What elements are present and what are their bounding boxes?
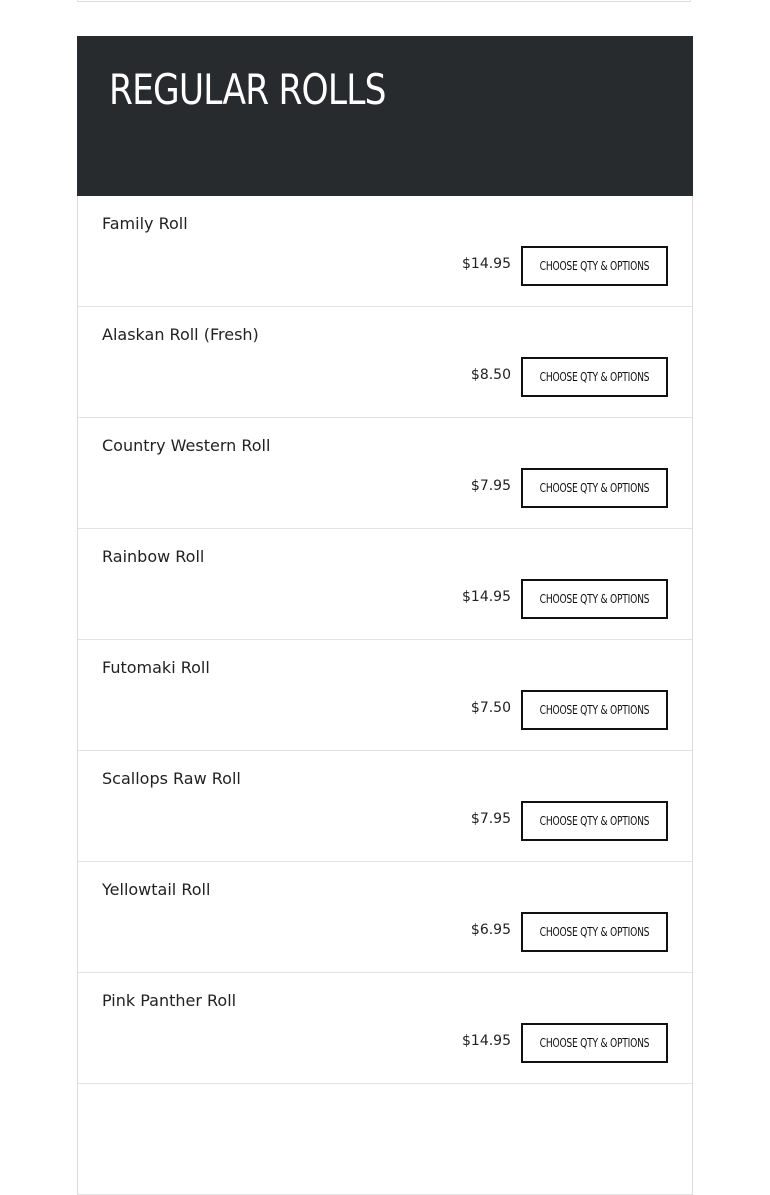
choose-qty-options-label: CHOOSE QTY & OPTIONS — [539, 925, 650, 939]
choose-qty-options-button[interactable] — [521, 801, 668, 841]
choose-qty-options-button[interactable] — [521, 357, 668, 397]
choose-qty-options-button[interactable] — [521, 468, 668, 508]
menu-item-price: $8.50 — [470, 367, 511, 383]
menu-item-name: Alaskan Roll (Fresh) — [102, 325, 259, 344]
choose-qty-options-label: CHOOSE QTY & OPTIONS — [539, 259, 650, 273]
section-header — [77, 36, 693, 196]
menu-item-price: $7.95 — [470, 811, 511, 827]
menu-item — [78, 640, 692, 751]
menu-item — [78, 196, 692, 307]
menu-item-name: Rainbow Roll — [102, 547, 205, 566]
choose-qty-options-label: CHOOSE QTY & OPTIONS — [539, 1036, 650, 1050]
choose-qty-options-button[interactable] — [521, 1023, 668, 1063]
menu-item-price: $14.95 — [462, 589, 511, 605]
choose-qty-options-label: CHOOSE QTY & OPTIONS — [539, 481, 650, 495]
menu-item — [78, 751, 692, 862]
menu-item-next-partial — [78, 1084, 692, 1195]
section-title: REGULAR ROLLS — [109, 65, 386, 114]
menu-item-price: $7.95 — [470, 478, 511, 494]
menu-item — [78, 862, 692, 973]
choose-qty-options-button[interactable] — [521, 912, 668, 952]
choose-qty-options-label: CHOOSE QTY & OPTIONS — [539, 814, 650, 828]
menu-item-list — [77, 196, 693, 1195]
menu-item-price: $14.95 — [462, 256, 511, 272]
choose-qty-options-button[interactable] — [521, 690, 668, 730]
menu-section-regular-rolls — [77, 36, 693, 1195]
choose-qty-options-label: CHOOSE QTY & OPTIONS — [539, 703, 650, 717]
menu-item — [78, 418, 692, 529]
menu-item-price: $6.95 — [470, 922, 511, 938]
menu-item-name: Pink Panther Roll — [102, 991, 237, 1010]
menu-item-name: Yellowtail Roll — [102, 880, 211, 899]
choose-qty-options-label: CHOOSE QTY & OPTIONS — [539, 592, 650, 606]
menu-item — [78, 529, 692, 640]
previous-section-card-edge — [77, 0, 691, 2]
choose-qty-options-button[interactable] — [521, 246, 668, 286]
menu-item-name: Country Western Roll — [102, 436, 271, 455]
choose-qty-options-label: CHOOSE QTY & OPTIONS — [539, 370, 650, 384]
menu-item — [78, 307, 692, 418]
menu-item-name: Scallops Raw Roll — [102, 769, 241, 788]
menu-item-price: $14.95 — [462, 1033, 511, 1049]
choose-qty-options-button[interactable] — [521, 579, 668, 619]
menu-item — [78, 973, 692, 1084]
menu-item-price: $7.50 — [470, 700, 511, 716]
menu-item-name: Futomaki Roll — [102, 658, 210, 677]
menu-item-name: Family Roll — [102, 214, 188, 233]
